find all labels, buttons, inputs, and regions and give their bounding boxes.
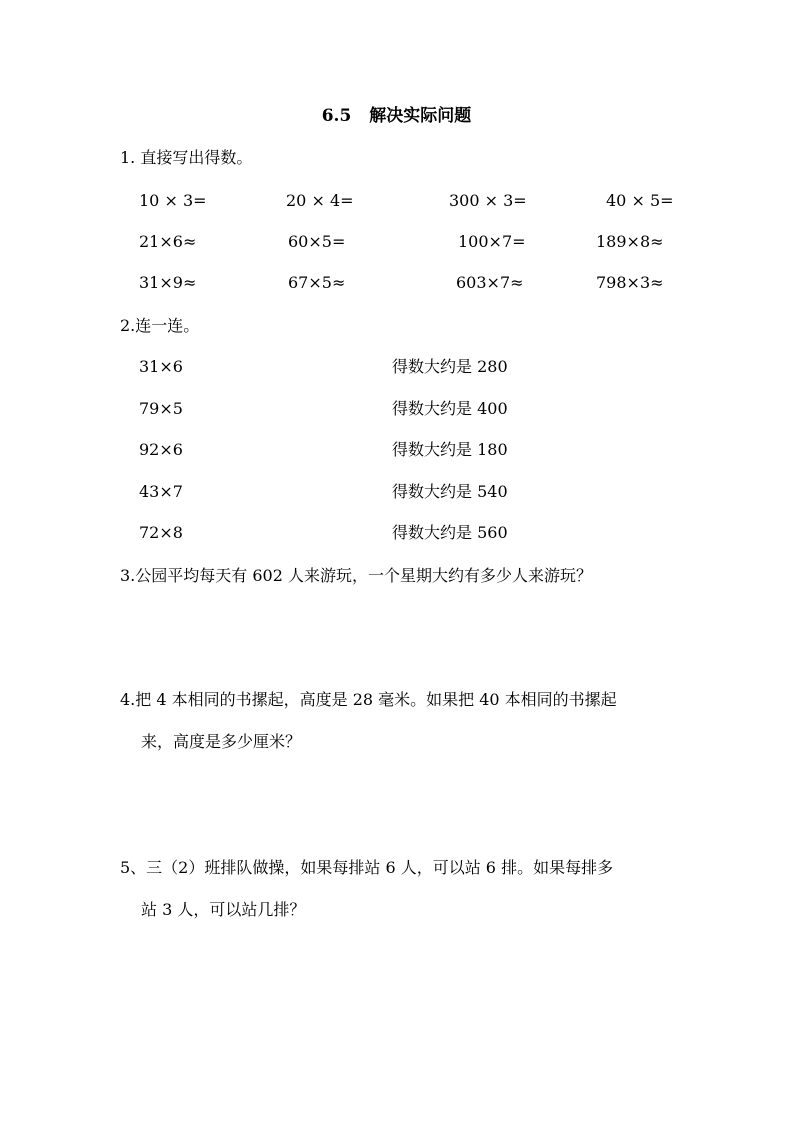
q2-right-item: 得数大约是 560	[392, 523, 508, 542]
q1-heading: 1. 直接写出得数。	[120, 148, 253, 167]
q1-item: 300 × 3=	[449, 191, 527, 210]
q1-item: 10 × 3=	[139, 191, 207, 210]
q2-heading: 2.连一连。	[120, 316, 200, 335]
q4-text-line2: 来，高度是多少厘米？	[141, 732, 302, 751]
q2-left-item: 31×6	[139, 357, 183, 376]
q1-item: 189×8≈	[596, 232, 664, 251]
q1-item: 100×7=	[458, 232, 526, 251]
q5-text-line1: 5、三（2）班排队做操，如果每排站 6 人，可以站 6 排。如果每排多	[120, 858, 614, 877]
q2-right-item: 得数大约是 180	[392, 440, 508, 459]
q1-item: 20 × 4=	[286, 191, 354, 210]
q1-item: 40 × 5=	[606, 191, 674, 210]
section-title: 解决实际问题	[369, 106, 472, 126]
q1-item: 798×3≈	[596, 273, 664, 292]
q1-item: 31×9≈	[139, 273, 197, 292]
q2-left-item: 72×8	[139, 523, 183, 542]
q3-text: 3.公园平均每天有 602 人来游玩，一个星期大约有多少人来游玩？	[120, 566, 592, 585]
q1-item: 21×6≈	[139, 232, 197, 251]
q5-text-line2: 站 3 人，可以站几排？	[141, 900, 306, 919]
q1-item: 603×7≈	[456, 273, 524, 292]
q2-left-item: 92×6	[139, 440, 183, 459]
q1-item: 60×5=	[288, 232, 346, 251]
section-number: 6.5	[321, 106, 352, 126]
q2-left-item: 79×5	[139, 399, 183, 418]
page-title	[0, 106, 793, 126]
q2-left-item: 43×7	[139, 482, 183, 501]
q4-text-line1: 4.把 4 本相同的书摞起，高度是 28 毫米。如果把 40 本相同的书摞起	[120, 690, 617, 709]
q2-right-item: 得数大约是 400	[392, 399, 508, 418]
q2-right-item: 得数大约是 540	[392, 482, 508, 501]
q2-right-item: 得数大约是 280	[392, 357, 508, 376]
q1-item: 67×5≈	[288, 273, 346, 292]
